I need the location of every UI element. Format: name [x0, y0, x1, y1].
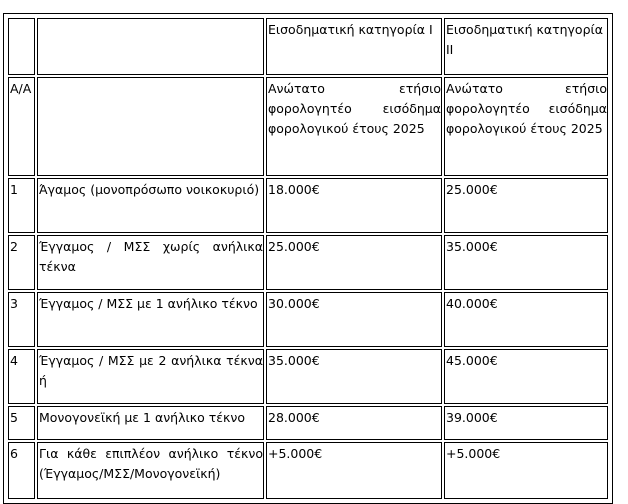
table-row — [8, 442, 608, 499]
income-category-table — [3, 13, 613, 504]
row-description: Άγαμος (μονοπρόσωπο νοικοκυριό) — [37, 178, 264, 233]
row-category-2-value: 40.000€ — [444, 292, 608, 347]
table-row — [8, 178, 608, 233]
row-number: 6 — [8, 442, 35, 499]
row-description: Μονογονεϊκή με 1 ανήλικο τέκνο — [37, 406, 264, 440]
row-category-2-value: 25.000€ — [444, 178, 608, 233]
header-category-1-description: Ανώτατο ετήσιο φορολογητέο εισόδημα φορολογικού έτους 2025 — [266, 77, 442, 176]
row-category-2-value: 39.000€ — [444, 406, 608, 440]
row-category-2-value: 45.000€ — [444, 349, 608, 404]
row-description: Έγγαμος / ΜΣΣ με 2 ανήλικα τέκνα ή — [37, 349, 264, 404]
row-description: Για κάθε επιπλέον ανήλικο τέκνο (Έγγαμος/ΜΣΣ/Μονογονεϊκή) — [37, 442, 264, 499]
row-number: 3 — [8, 292, 35, 347]
row-category-1-value: 35.000€ — [266, 349, 442, 404]
table-subheader-row — [8, 77, 608, 176]
header-category-2-description: Ανώτατο ετήσιο φορολογητέο εισόδημα φορολογικού έτους 2025 — [444, 77, 608, 176]
row-description: Έγγαμος / ΜΣΣ χωρίς ανήλικα τέκνα — [37, 235, 264, 290]
row-category-2-value: +5.000€ — [444, 442, 608, 499]
row-number: 1 — [8, 178, 35, 233]
row-category-2-value: 35.000€ — [444, 235, 608, 290]
row-category-1-value: +5.000€ — [266, 442, 442, 499]
table-row — [8, 292, 608, 347]
row-number: 2 — [8, 235, 35, 290]
row-category-1-value: 30.000€ — [266, 292, 442, 347]
table-row — [8, 349, 608, 404]
header-empty-cell — [37, 77, 264, 176]
row-category-1-value: 28.000€ — [266, 406, 442, 440]
table-header-row — [8, 18, 608, 75]
row-number: 4 — [8, 349, 35, 404]
row-number: 5 — [8, 406, 35, 440]
row-category-1-value: 25.000€ — [266, 235, 442, 290]
header-category-2: Εισοδηματική κατηγορία ΙΙ — [444, 18, 608, 75]
table-row — [8, 235, 608, 290]
table-row — [8, 406, 608, 440]
header-category-1: Εισοδηματική κατηγορία Ι — [266, 18, 442, 75]
header-empty-cell — [37, 18, 264, 75]
header-index-label: Α/Α — [8, 77, 35, 176]
income-table-grid — [6, 16, 610, 501]
row-description: Έγγαμος / ΜΣΣ με 1 ανήλικο τέκνο — [37, 292, 264, 347]
header-empty-cell — [8, 18, 35, 75]
row-category-1-value: 18.000€ — [266, 178, 442, 233]
